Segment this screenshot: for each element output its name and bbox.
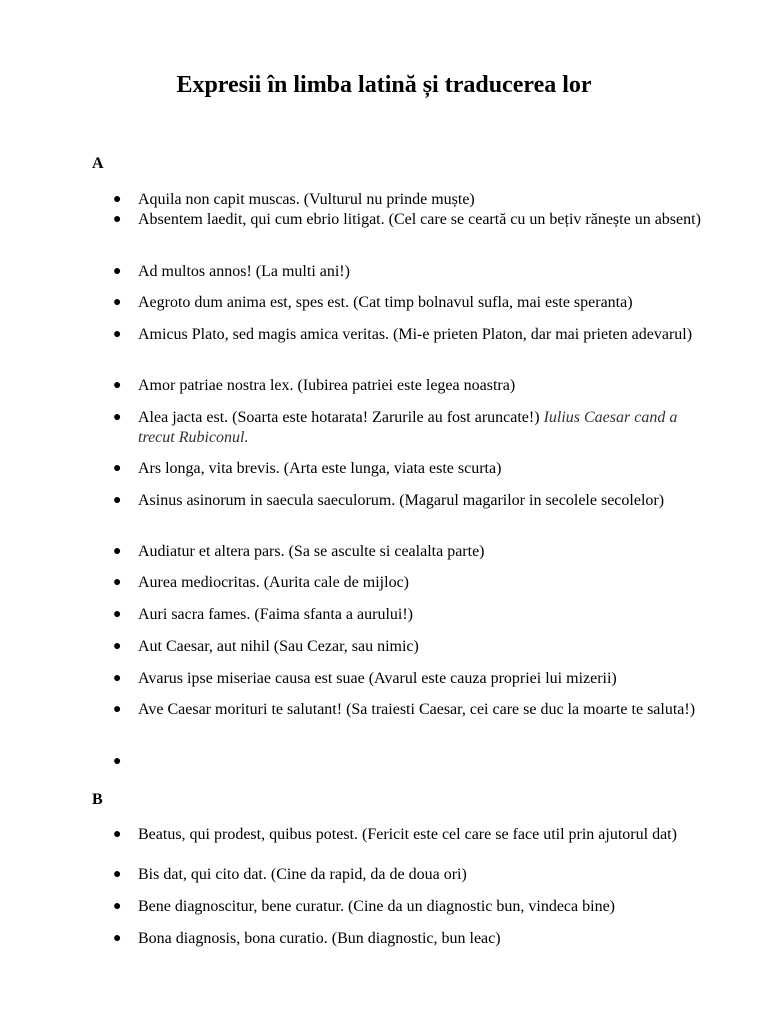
expression-text: Beatus, qui prodest, quibus potest. (Fericit este cel care se face util prin ajutorul dat) <box>138 826 677 843</box>
bullet-icon: ● <box>113 671 122 686</box>
bullet-icon: ● <box>113 639 122 654</box>
bullet-icon: ● <box>113 378 122 393</box>
bullet-icon: ● <box>113 295 122 310</box>
bullet-icon: ● <box>113 544 122 559</box>
section-letter-b: B <box>92 791 103 808</box>
expression-text: Asinus asinorum in saecula saeculorum. (Magarul magarilor in secolele secolelor) <box>138 492 665 509</box>
expression-text-with-note <box>138 408 718 448</box>
bullet-icon: ● <box>113 899 122 914</box>
bullet-icon: ● <box>113 410 122 425</box>
expression-text: Bene diagnoscitur, bene curatur. (Cine da un diagnostic bun, vindeca bine) <box>138 898 615 915</box>
expression-text: Alea jacta est. (Soarta este hotarata! Zarurile au fost aruncate!) <box>138 409 540 426</box>
bullet-icon: ● <box>113 827 122 842</box>
bullet-icon: ● <box>113 931 122 946</box>
bullet-icon: ● <box>113 867 122 882</box>
bullet-icon: ● <box>113 493 122 508</box>
bullet-icon: ● <box>113 461 122 476</box>
bullet-icon: ● <box>113 327 122 342</box>
expression-note: Iulius Caesar cand a trecut Rubiconul. <box>138 409 678 446</box>
expression-text: Avarus ipse miseriae causa est suae (Avarul este cauza propriei lui mizerii) <box>138 670 617 687</box>
section-letter-a: A <box>92 155 104 172</box>
expression-text: Bona diagnosis, bona curatio. (Bun diagnostic, bun leac) <box>138 930 501 947</box>
expression-text: Ad multos annos! (La multi ani!) <box>138 263 350 280</box>
expression-text: Absentem laedit, qui cum ebrio litigat. (Cel care se ceartă cu un bețiv rănește un absent) <box>138 211 701 228</box>
expression-text: Aut Caesar, aut nihil (Sau Cezar, sau nimic) <box>138 638 419 655</box>
bullet-icon: ● <box>113 607 122 622</box>
bullet-icon: ● <box>113 212 122 227</box>
bullet-icon: ● <box>113 754 122 769</box>
expression-text: Amor patriae nostra lex. (Iubirea patriei este legea noastra) <box>138 377 516 394</box>
expression-text: Audiatur et altera pars. (Sa se asculte si cealalta parte) <box>138 543 485 560</box>
bullet-icon: ● <box>113 702 122 717</box>
expression-text: Aegroto dum anima est, spes est. (Cat timp bolnavul sufla, mai este speranta) <box>138 294 633 311</box>
expression-text: Aquila non capit muscas. (Vulturul nu prinde muște) <box>138 191 475 208</box>
expression-text: Ave Caesar morituri te salutant! (Sa traiesti Caesar, cei care se duc la moarte te saluta!) <box>138 701 696 718</box>
expression-text: Ars longa, vita brevis. (Arta este lunga, viata este scurta) <box>138 460 502 477</box>
bullet-icon: ● <box>113 575 122 590</box>
expression-text: Bis dat, qui cito dat. (Cine da rapid, da de doua ori) <box>138 866 467 883</box>
expression-text: Aurea mediocritas. (Aurita cale de mijloc) <box>138 574 409 591</box>
expression-text: Amicus Plato, sed magis amica veritas. (Mi-e prieten Platon, dar mai prieten adevarul) <box>138 326 693 343</box>
bullet-icon: ● <box>113 192 122 207</box>
expression-text: Auri sacra fames. (Faima sfanta a aurului!) <box>138 606 413 623</box>
document-title: Expresii în limba latină și traducerea lor <box>176 72 592 98</box>
bullet-icon: ● <box>113 264 122 279</box>
